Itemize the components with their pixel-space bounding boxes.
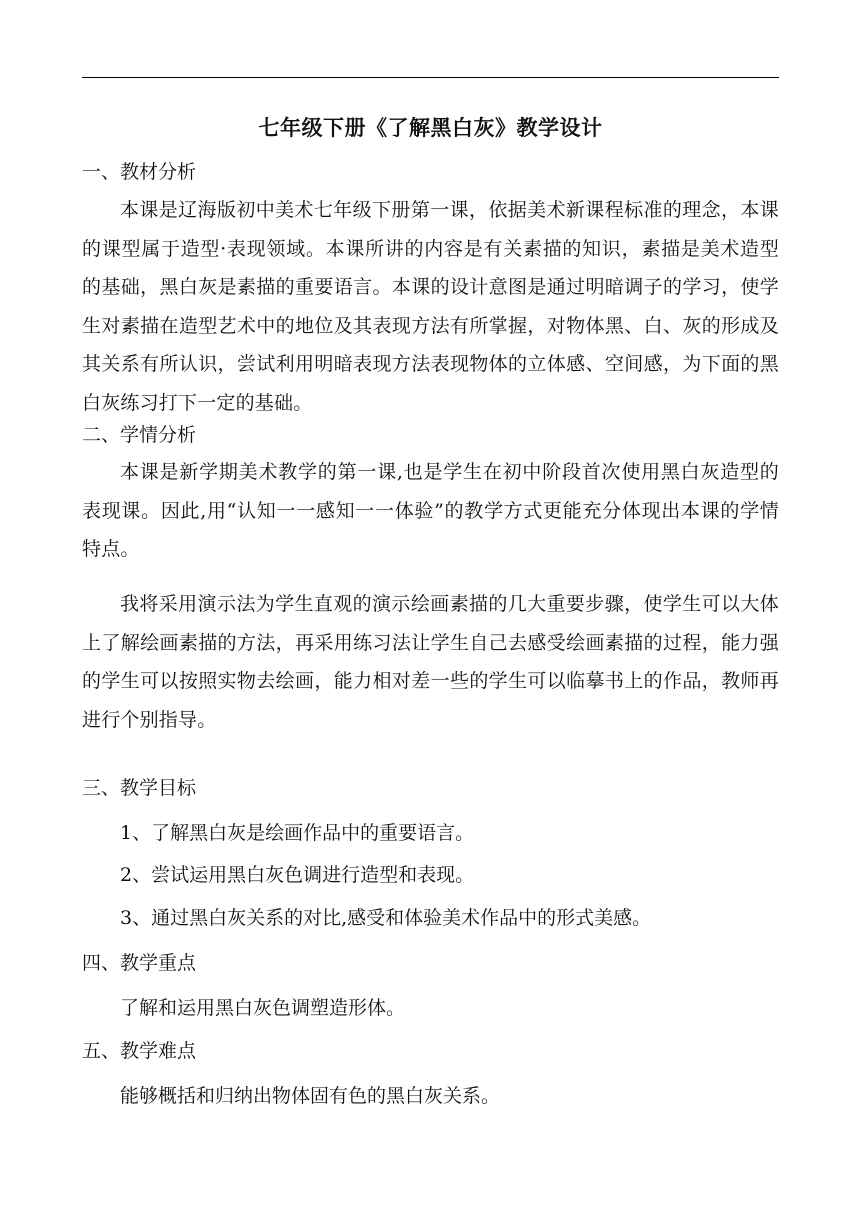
goal-item: 1、了解黑白灰是绘画作品中的重要语言。 bbox=[120, 822, 475, 844]
header-rule bbox=[82, 77, 779, 78]
key-point-item: 了解和运用黑白灰色调塑造形体。 bbox=[120, 997, 406, 1019]
goal-item: 3、通过黑白灰关系的对比,感受和体验美术作品中的形式美感。 bbox=[120, 907, 652, 929]
difficulty-item: 能够概括和归纳出物体固有色的黑白灰关系。 bbox=[120, 1085, 501, 1107]
section-heading-difficulties: 五、教学难点 bbox=[82, 1040, 197, 1062]
section-heading-teaching-goals: 三、教学目标 bbox=[82, 777, 197, 799]
goal-item: 2、尝试运用黑白灰色调进行造型和表现。 bbox=[120, 864, 475, 886]
section-heading-key-points: 四、教学重点 bbox=[82, 952, 197, 974]
section-heading-textbook-analysis: 一、教材分析 bbox=[82, 161, 197, 183]
paragraph-textbook-analysis: 本课是辽海版初中美术七年级下册第一课，依据美术新课程标准的理念，本课的课型属于造型·表现领域。本课所讲的内容是有关素描的知识，素描是美术造型的基础，黑白灰是素描的重要语言。本课的设计意图是通过明暗调子的学习，使学生对素描在造型艺术中的地位及其表现方法有所掌握，对物体黑、白、灰的形成及其关系有所认识，尝试利用明暗表现方法表现物体的立体感、空间感，为下面的黑白灰练习打下一定的基础。 bbox=[82, 199, 779, 414]
section-heading-student-analysis: 二、学情分析 bbox=[82, 424, 197, 446]
paragraph-student-analysis-1: 本课是新学期美术教学的第一课,也是学生在初中阶段首次使用黑白灰造型的表现课。因此,用“认知一一感知一一体验”的教学方式更能充分体现出本课的学情特点。 bbox=[82, 461, 779, 560]
document-title: 七年级下册《了解黑白灰》教学设计 bbox=[258, 115, 603, 140]
paragraph-student-analysis-2: 我将采用演示法为学生直观的演示绘画素描的几大重要步骤，使学生可以大体上了解绘画素描的方法，再采用练习法让学生自己去感受绘画素描的过程，能力强的学生可以按照实物去绘画，能力相对差一些的学生可以临摹书上的作品，教师再进行个别指导。 bbox=[82, 593, 779, 731]
